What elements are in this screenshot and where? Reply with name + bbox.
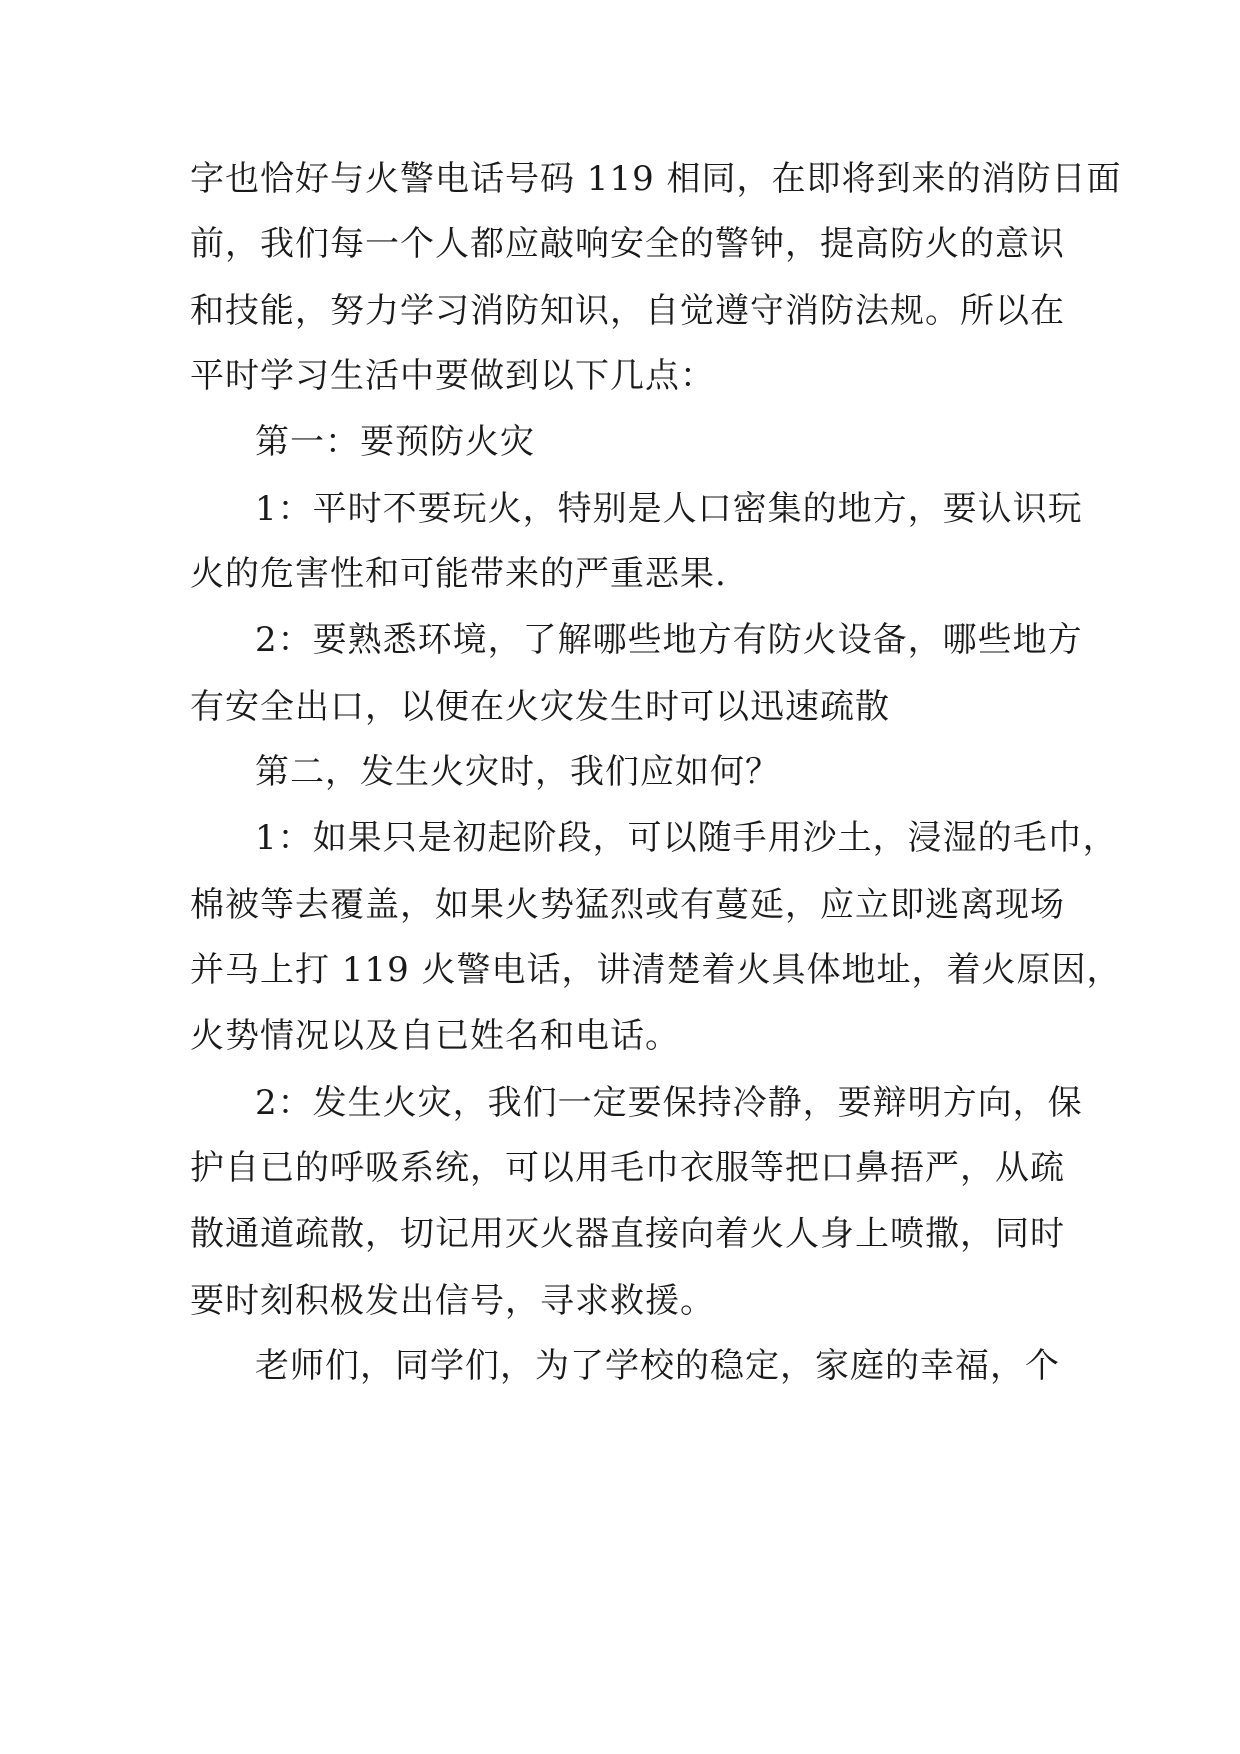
text-line: 火的危害性和可能带来的严重恶果.	[190, 554, 727, 594]
text-line: 要时刻积极发出信号，寻求救援。	[190, 1281, 715, 1321]
text-line: 火势情况以及自已姓名和电话。	[190, 1016, 680, 1056]
text-line: 棉被等去覆盖，如果火势猛烈或有蔓延，应立即逃离现场	[190, 885, 1065, 925]
text-line: 并马上打 119 火警电话，讲清楚着火具体地址，着火原因，	[190, 950, 1122, 990]
text-line: 老师们，同学们，为了学校的稳定，家庭的幸福，个	[255, 1346, 1060, 1386]
text-line: 平时学习生活中要做到以下几点：	[190, 356, 715, 396]
text-line: 散通道疏散，切记用灭火器直接向着火人身上喷撒，同时	[190, 1214, 1065, 1254]
text-line: 1：如果只是初起阶段，可以随手用沙土，浸湿的毛巾，	[255, 818, 1118, 858]
section-heading: 第一：要预防火灾	[255, 422, 535, 462]
section-heading: 第二，发生火灾时，我们应如何？	[255, 752, 780, 792]
text-line: 1：平时不要玩火，特别是人口密集的地方，要认识玩	[255, 489, 1083, 529]
text-line: 和技能，努力学习消防知识，自觉遵守消防法规。所以在	[190, 291, 1065, 331]
text-line: 护自已的呼吸系统，可以用毛巾衣服等把口鼻捂严，从疏	[190, 1148, 1065, 1188]
text-line: 2：要熟悉环境，了解哪些地方有防火设备，哪些地方	[255, 620, 1083, 660]
text-line: 前，我们每一个人都应敲响安全的警钟，提高防火的意识	[190, 224, 1065, 264]
text-line: 2：发生火灾，我们一定要保持冷静，要辩明方向，保	[255, 1083, 1083, 1123]
text-line: 有安全出口，以便在火灾发生时可以迅速疏散	[190, 687, 890, 727]
text-line: 字也恰好与火警电话号码 119 相同，在即将到来的消防日面	[190, 159, 1122, 199]
